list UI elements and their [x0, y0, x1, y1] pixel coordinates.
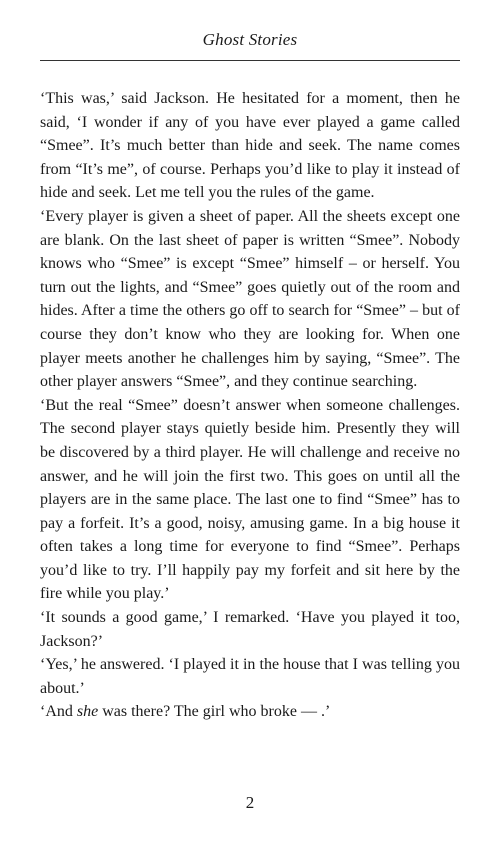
- paragraph-2: ‘Every player is given a sheet of paper. All the sheets except one are blank. On the last sheet of paper is written “Smee”. Nobody knows who “Smee” is except “Smee” himself – or herself. You turn out the lights, and “Smee” goes quietly out of the room and hides. After a time the others go off to search for “Smee” – but of course they don’t know who they are looking for. When one player meets another he challenges him by saying, “Smee”. The other player answers “Smee”, and they continue searching.: [40, 207, 460, 391]
- running-header: Ghost Stories: [202, 30, 298, 49]
- header-rule: [40, 60, 460, 61]
- body-text: [40, 87, 460, 724]
- paragraph-3: ‘But the real “Smee” doesn’t answer when someone challenges. The second player stays quietly beside him. Presently they will be discovered by a third player. He will challenge and receive no answer, and he will join the first two. This goes on until all the players are in the same place. The last one to find “Smee” has to pay a forfeit. It’s a good, noisy, amusing game. In a big house it often takes a long time for everyone to find “Smee”. Perhaps you’d like to try. I’ll happily pay my forfeit and sit here by the fire while you play.’: [40, 396, 460, 603]
- paragraph-6-after: was there? The girl who broke — .’: [98, 703, 331, 721]
- paragraph-6: [40, 700, 460, 724]
- paragraph-6-emphasis: she: [76, 703, 99, 721]
- page-number: 2: [245, 793, 255, 812]
- paragraph-6-before: ‘And: [40, 703, 77, 721]
- paragraph-4: ‘It sounds a good game,’ I remarked. ‘Have you played it too, Jackson?’: [40, 609, 460, 650]
- paragraph-5: ‘Yes,’ he answered. ‘I played it in the house that I was telling you about.’: [40, 656, 460, 697]
- paragraph-1: ‘This was,’ said Jackson. He hesitated for a moment, then he said, ‘I wonder if any of you have ever played a game called “Smee”. It’s much better than hide and seek. The name comes from “It’s me”, of course. Perhaps you’d like to play it instead of hide and seek. Let me tell you the rules of the game.: [40, 90, 460, 202]
